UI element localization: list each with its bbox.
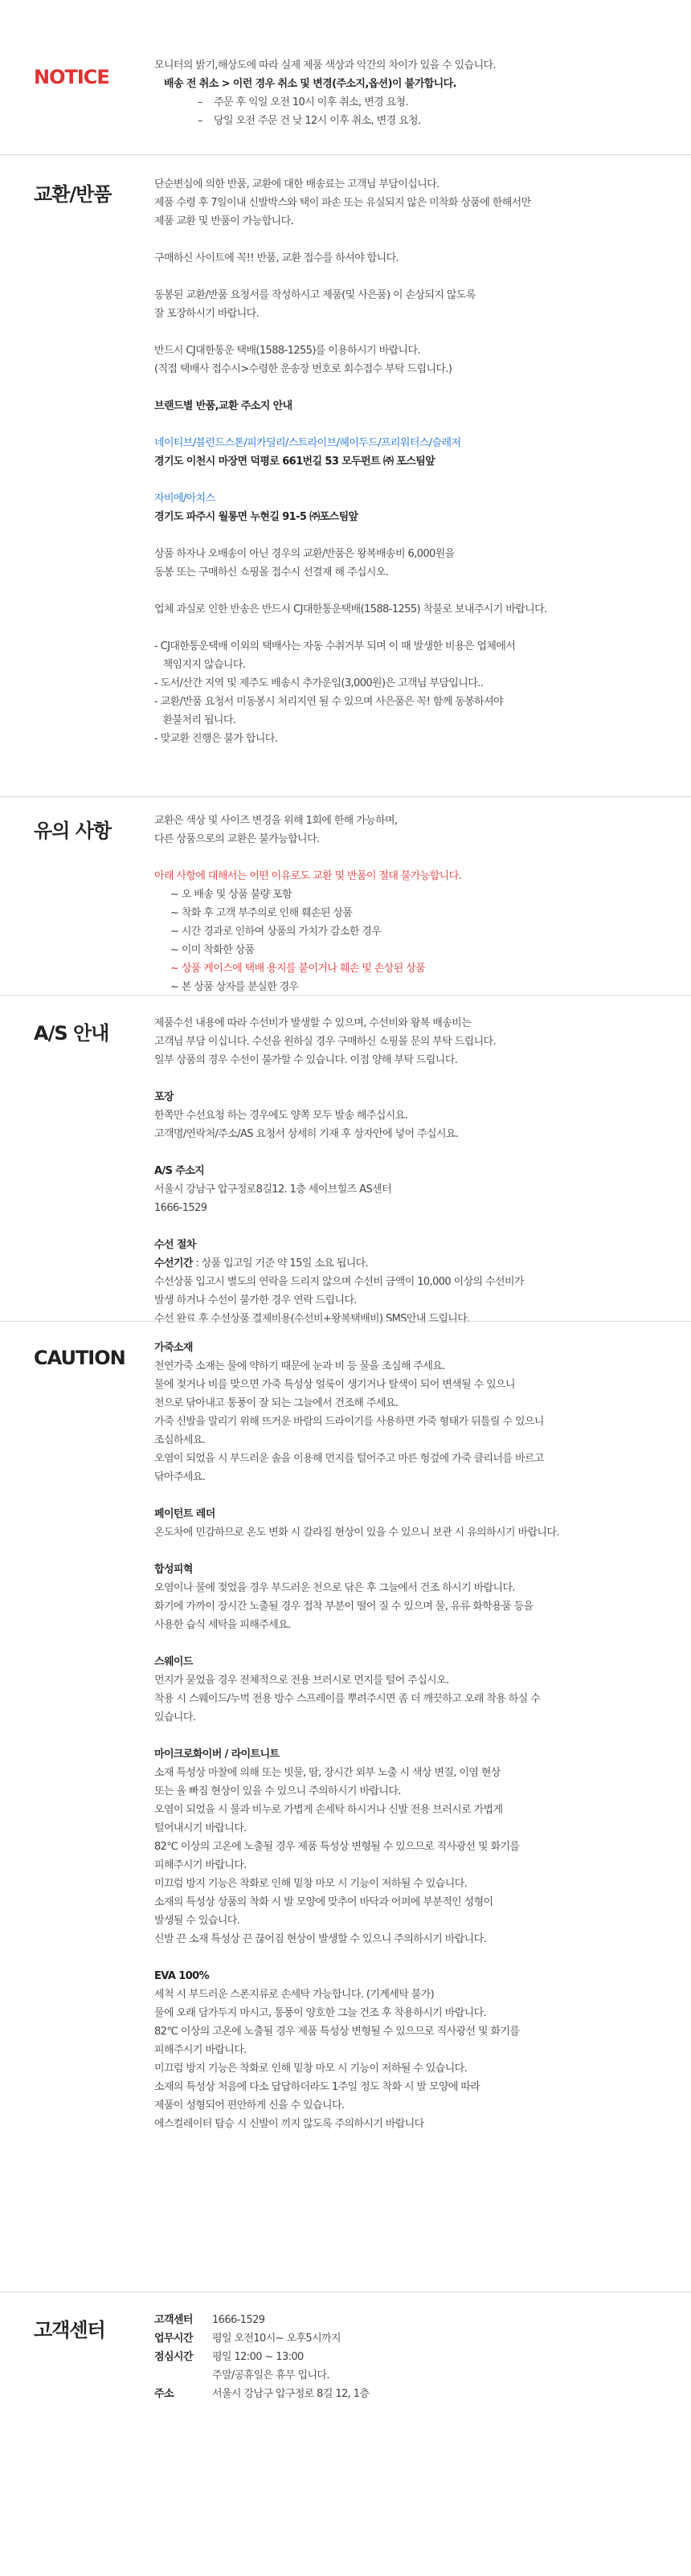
care-block-line: 물에 오래 담가두지 마시고, 통풍이 양호한 그늘 건조 후 착용하시기 바랍니다. [154, 2007, 487, 2019]
center-row [154, 2311, 669, 2329]
no-return-item: ~ 오 배송 및 상품 불량 포함 [170, 889, 292, 901]
center-row-value: 주말/공휴일은 휴무 입니다. [212, 2370, 329, 2382]
care-block-line: 천연가죽 소재는 물에 약하기 때문에 눈과 비 등 물을 조심해 주세요. [154, 1360, 445, 1372]
subsection-title: A/S 주소지 [154, 1165, 205, 1177]
notice-body [154, 56, 669, 130]
care-block-line: 오염이 되었을 시 부드러운 솔을 이용해 먼지를 털어주고 마른 헝겊에 가죽 클리너를 바르고 [154, 1453, 544, 1465]
customer-center-body [154, 2311, 669, 2403]
center-row-label [154, 2366, 212, 2385]
center-row [154, 2329, 669, 2348]
center-row-label: 주소 [154, 2388, 174, 2400]
care-block-line: 착용 시 스웨이드/누벅 전용 방수 스프레이를 뿌려주시면 좀 더 깨끗하고 오래 착용 하실 수 [154, 1693, 541, 1705]
repair-period-label: 수선기간 [154, 1257, 193, 1270]
care-block-line: 피해주시기 바랍니다. [154, 1859, 247, 1871]
subsection-title: 수선 절차 [154, 1239, 196, 1251]
caution-kr-body [154, 812, 669, 996]
care-block-line: 제품이 성형되어 편안하게 신을 수 있습니다. [154, 2100, 345, 2112]
return-address-2: 경기도 파주시 월롱면 누현길 91-5 ㈜포스팀앞 [154, 511, 358, 523]
text-line: 업체 과실로 인한 반송은 반드시 CJ대한통운택배(1588-1255) 착불로 보내주시기 바랍니다. [154, 603, 547, 615]
text-line: 잘 포장하시기 바랍니다. [154, 308, 260, 320]
notice-line: 배송 전 취소 > 이런 경우 취소 및 변경(주소지,옵션)이 불가합니다. [164, 78, 456, 90]
care-block-line: 조심하세요. [154, 1434, 206, 1446]
center-row [154, 2366, 669, 2385]
care-block-line: 피해주시기 바랍니다. [154, 2044, 247, 2056]
care-block-line: 발생될 수 있습니다. [154, 1915, 240, 1927]
center-row-label: 고객센터 [154, 2314, 193, 2326]
text-line: 고객님 부담 이십니다. 수선을 원하실 경우 구매하신 쇼핑몰 문의 부탁 드립니다. [154, 1036, 497, 1048]
care-block-title: 합성피혁 [154, 1564, 193, 1576]
bullet-line: - 도서/산간 지역 및 제주도 배송시 추가운임(3,000원)은 고객님 부담입니다.. [154, 677, 484, 689]
care-block-line: 신발 끈 소재 특성상 끈 끊어짐 현상이 발생할 수 있으니 주의하시기 바랍니다. [154, 1933, 487, 1945]
text-line: 수선 완료 후 수선상품 결제비용(수선비+왕복택배비) SMS안내 드립니다. [154, 1313, 470, 1325]
care-block-line: 온도차에 민감하므로 온도 변화 시 갈라짐 현상이 있을 수 있으니 보관 시 유의하시기 바랍니다. [154, 1527, 559, 1539]
care-block-line: 먼지가 묻었을 경우 전체적으로 전용 브러시로 먼지를 털어 주십시오. [154, 1674, 449, 1687]
care-block-line: 오염이나 물에 젖었을 경우 부드러운 천으로 닦은 후 그늘에서 건조 하시기 바랍니다. [154, 1582, 515, 1594]
bullet-line: - 교환/반품 요청서 미동봉시 처리지연 될 수 있으며 사은품은 꼭! 함께 동봉하셔야 [154, 696, 503, 708]
as-body [154, 1014, 669, 1328]
brand-list-2: 자비에/아치스 [154, 493, 215, 505]
center-row-value: 평일 12:00 ~ 13:00 [212, 2351, 304, 2363]
exchange-body [154, 175, 669, 748]
care-block-title: 마이크로화이버 / 라이트니트 [154, 1748, 280, 1760]
no-return-item: ~ 시간 경과로 인하여 상품의 가치가 감소한 경우 [170, 926, 382, 938]
notice-heading: NOTICE [34, 66, 109, 88]
text-line: 발생 하거나 수선이 불가한 경우 연락 드립니다. [154, 1294, 357, 1306]
care-block-title: 가죽소재 [154, 1342, 193, 1354]
care-block-title: EVA 100% [154, 1970, 210, 1982]
care-block-line: 소재의 특성상 처음에 다소 답답하더라도 1주일 정도 착화 시 발 모양에 따라 [154, 2081, 480, 2093]
center-row-value: 평일 오전10시~ 오후5시까지 [212, 2333, 341, 2345]
text-line: 다른 상품으로의 교환은 불가능합니다. [154, 833, 320, 845]
text-line: 일부 상품의 경우 수선이 불가할 수 있습니다. 이점 양해 부탁 드립니다. [154, 1054, 458, 1066]
bullet-line: - CJ대한통운택배 이외의 택배사는 자동 수취거부 되며 이 때 발생한 비용은 업체에서 [154, 640, 516, 652]
text-line: (직접 택배사 접수시>수령한 운송장 번호로 회수접수 부탁 드립니다.) [154, 363, 452, 375]
care-heading: CAUTION [34, 1347, 125, 1369]
text-line: 단순변심에 의한 반품, 교환에 대한 배송료는 고객님 부담이십니다. [154, 178, 440, 190]
notice-line: – 당일 오전 주문 건 낮 12시 이후 취소, 변경 요청. [198, 115, 421, 127]
text-line: 제품 교환 및 반품이 가능합니다. [154, 215, 294, 227]
care-block-line: 세척 시 부드러운 스폰지류로 손세탁 가능합니다. (기계세탁 불가) [154, 1989, 435, 2001]
care-block-line: 소재 특성상 마찰에 의해 또는 빗물, 땀, 장시간 외부 노출 시 색상 변질, 이염 현상 [154, 1767, 501, 1779]
center-row [154, 2348, 669, 2366]
text-line: 상품 하자나 오배송이 아닌 경우의 교환/반품은 왕복배송비 6,000원을 [154, 548, 455, 560]
no-return-item: ~ 착화 후 고객 부주의로 인해 훼손된 상품 [170, 907, 353, 919]
divider [0, 995, 691, 996]
bullet-line: 책임지지 않습니다. [154, 659, 246, 671]
care-block-title: 페이턴트 레더 [154, 1508, 215, 1520]
text-line: 동봉 또는 구매하신 쇼핑몰 접수시 선결재 해 주십시오. [154, 566, 389, 579]
repair-period-value: : 상품 입고일 기준 약 15일 소요 됩니다. [192, 1257, 369, 1270]
no-return-item-highlight: ~ 상품 케이스에 택배 용지를 붙이거나 훼손 및 손상된 상품 [170, 963, 426, 975]
text-line: 고객명/연락처/주소/AS 요청서 상세히 기재 후 상자안에 넣어 주십시요. [154, 1128, 459, 1140]
brand-list-1: 네이티브/블런드스톤/피카딜리/스트라이브/헤이두드/프리워터스/슬레저 [154, 437, 461, 449]
bullet-line: - 맞교환 진행은 불가 합니다. [154, 733, 278, 745]
care-block-line: 물에 젖거나 비를 맞으면 가죽 특성상 얼룩이 생기거나 탈색이 되어 변색될 수 있으니 [154, 1379, 515, 1391]
center-row [154, 2385, 669, 2403]
subsection-title: 포장 [154, 1091, 174, 1103]
text-line: 반드시 CJ대한통운 택배(1588-1255)를 이용하시기 바랍니다. [154, 345, 420, 357]
center-row-value: 서울시 강남구 압구정로 8길 12, 1층 [212, 2388, 370, 2400]
customer-center-heading: 고객센터 [34, 2319, 105, 2341]
bullet-line: 환불처리 됩니다. [154, 714, 236, 726]
care-block-line: 사용한 습식 세탁을 피해주세요. [154, 1619, 291, 1631]
care-block-line: 가죽 신발을 말리기 위해 뜨거운 바람의 드라이기를 사용하면 가죽 형태가 뒤틀릴 수 있으니 [154, 1416, 544, 1428]
care-block-line: 있습니다. [154, 1711, 196, 1723]
text-line: 구매하신 사이트에 꼭!! 반품, 교환 접수를 하셔야 합니다. [154, 252, 399, 264]
care-block-line: 화기에 가까이 장시간 노출될 경우 접착 부분이 떨어 질 수 있으며 물, 유류 화학용품 등을 [154, 1601, 534, 1613]
no-return-warning: 아래 사항에 대해서는 어떤 이유로도 교환 및 반품이 절대 불가능합니다. [154, 870, 462, 882]
text-line: 수선상품 입고시 별도의 연락을 드리지 않으며 수선비 금액이 10,000 이상의 수선비가 [154, 1276, 524, 1288]
care-block-line: 오염이 되었을 시 물과 비누로 가볍게 손세탁 하시거나 신발 전용 브러시로 가볍게 [154, 1804, 503, 1816]
notice-line: – 주문 후 익일 오전 10시 이후 취소, 변경 요청. [198, 96, 409, 108]
as-phone: 1666-1529 [154, 1202, 207, 1214]
care-block-line: 82℃ 이상의 고온에 노출될 경우 제품 특성상 변형될 수 있으므로 직사광선 및 화기를 [154, 2026, 520, 2038]
care-block-line: 에스컬레이터 탑승 시 신발이 끼지 않도록 주의하시기 바랍니다 [154, 2118, 424, 2130]
care-block-line: 천으로 닦아내고 통풍이 잘 되는 그늘에서 건조해 주세요. [154, 1397, 399, 1409]
text-line: 한쪽만 수선요청 하는 경우에도 양쪽 모두 발송 해주십시요. [154, 1110, 408, 1122]
divider [0, 796, 691, 797]
text-line: 제품 수령 후 7일이내 신발박스와 택이 파손 또는 유실되지 않은 미착화 상품에 한해서만 [154, 197, 531, 209]
exchange-heading: 교환/반품 [34, 183, 112, 206]
care-block-line: 털어내시기 바랍니다. [154, 1822, 247, 1834]
caution-kr-heading: 유의 사항 [34, 820, 112, 842]
as-heading: A/S 안내 [34, 1022, 109, 1045]
return-address-1: 경기도 이천시 마장면 덕평로 661번길 53 모두펀트 ㈜ 포스팀앞 [154, 456, 435, 468]
brand-address-title: 브랜드별 반품,교환 주소지 안내 [154, 400, 292, 412]
text-line: 제품수선 내용에 따라 수선비가 발생할 수 있으며, 수선비와 왕복 배송비는 [154, 1017, 472, 1029]
care-block-line: 또는 올 빠짐 현상이 있을 수 있으니 주의하시기 바랍니다. [154, 1785, 401, 1797]
care-block-line: 닦아주세요. [154, 1471, 206, 1483]
repair-period-line [154, 1254, 669, 1273]
center-row-label: 점심시간 [154, 2351, 193, 2363]
text-line: 동봉된 교환/반품 요청서를 작성하시고 제품(및 사은품) 이 손상되지 않도록 [154, 289, 476, 301]
care-body [154, 1339, 669, 2133]
care-block-title: 스웨이드 [154, 1656, 193, 1668]
care-block-line: 82℃ 이상의 고온에 노출될 경우 제품 특성상 변형될 수 있으므로 직사광선 및 화기를 [154, 1841, 520, 1853]
divider [0, 154, 691, 155]
care-block-line: 미끄럼 방지 기능은 착화로 인해 밑창 마모 시 기능이 저하될 수 있습니다. [154, 1878, 468, 1890]
as-address: 서울시 강남구 압구정로8길12. 1층 세이브힐즈 AS센터 [154, 1184, 392, 1196]
divider [0, 1321, 691, 1322]
care-block-line: 소재의 특성상 상품의 착화 시 발 모양에 맞추어 바닥과 어퍼에 부분적인 성형이 [154, 1896, 493, 1908]
care-block-line: 미끄럼 방지 기능은 착화로 인해 밑창 마모 시 기능이 저하될 수 있습니다. [154, 2063, 468, 2075]
no-return-item: ~ 이미 착화한 상품 [170, 944, 255, 956]
notice-line: 모니터의 밝기,해상도에 따라 실제 제품 색상과 악간의 차이가 있을 수 있습니다. [154, 59, 497, 72]
center-row-value: 1666-1529 [212, 2314, 265, 2326]
no-return-item: ~ 본 상품 상자를 분실한 경우 [170, 981, 299, 993]
center-row-label: 업무시간 [154, 2333, 193, 2345]
text-line: 교환은 색상 및 사이즈 변경을 위해 1회에 한해 가능하며, [154, 815, 398, 827]
